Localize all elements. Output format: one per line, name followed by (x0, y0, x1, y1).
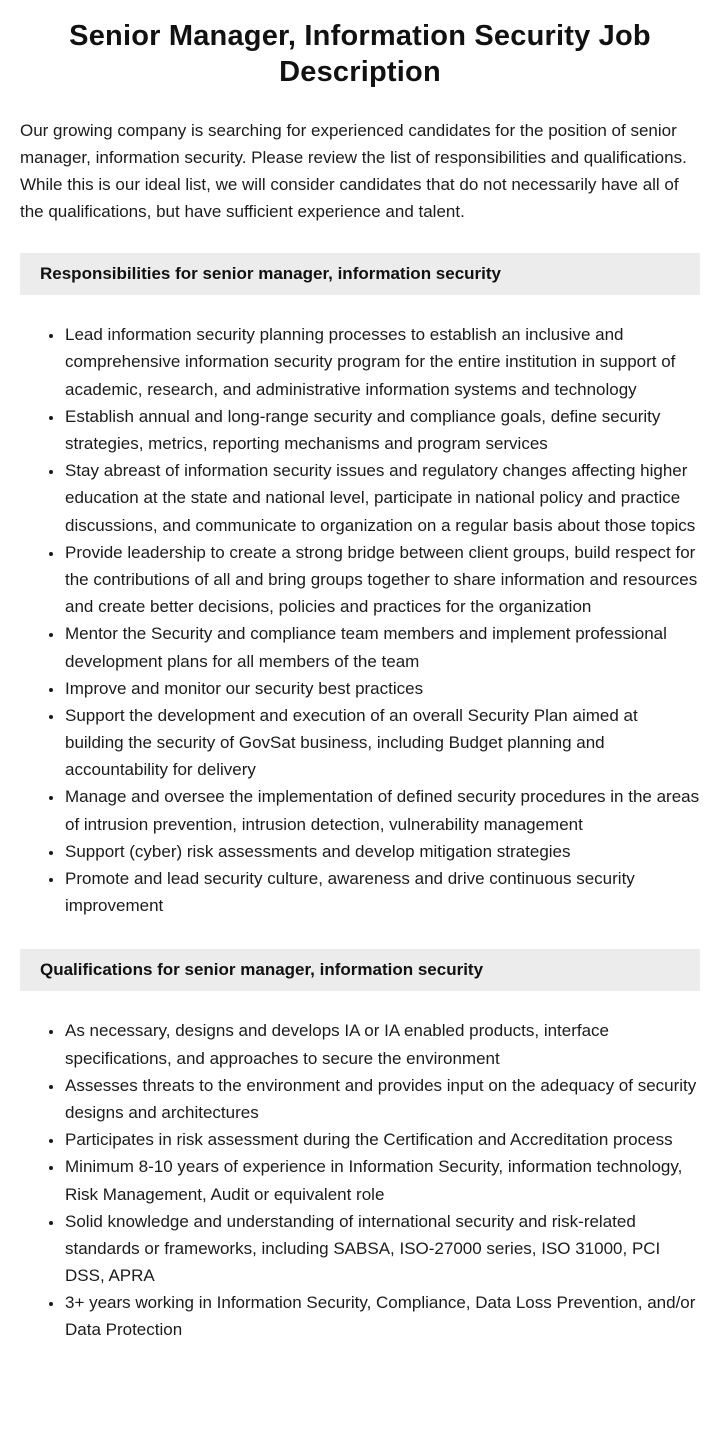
list-item: • Stay abreast of information security issues and regulatory changes affecting higher education at the state and national level, participate in national policy and practice discussions, and communicate to organization on a regular basis about those topics (64, 457, 700, 539)
list-item: • As necessary, designs and develops IA or IA enabled products, interface specifications, and approaches to secure the environment (64, 1017, 700, 1071)
list-item: • Lead information security planning processes to establish an inclusive and comprehensive information security program for the entire institution in support of academic, research, and administrative information systems and technology (64, 321, 700, 403)
list-item: • Support (cyber) risk assessments and develop mitigation strategies (64, 838, 700, 865)
qualifications-heading: Qualifications for senior manager, information security (20, 949, 700, 991)
list-item: • Mentor the Security and compliance team members and implement professional development plans for all members of the team (64, 620, 700, 674)
responsibilities-heading: Responsibilities for senior manager, information security (20, 253, 700, 295)
qualifications-list (20, 1017, 700, 1343)
responsibilities-list (20, 321, 700, 919)
list-item: • Provide leadership to create a strong bridge between client groups, build respect for the contributions of all and bring groups together to share information and resources and create better decisions, policies and practices for the organization (64, 539, 700, 621)
responsibilities-section (20, 253, 700, 919)
qualifications-section (20, 949, 700, 1343)
list-item: • Assesses threats to the environment and provides input on the adequacy of security designs and architectures (64, 1072, 700, 1126)
intro-paragraph: Our growing company is searching for experienced candidates for the position of senior manager, information security. Please review the list of responsibilities and qualifications. While this is our ideal list, we will consider candidates that do not necessarily have all of the qualifications, but have sufficient experience and talent. (20, 120, 687, 222)
list-item: • Promote and lead security culture, awareness and drive continuous security improvement (64, 865, 700, 919)
list-item: • Participates in risk assessment during the Certification and Accreditation process (64, 1126, 700, 1153)
list-item: • Manage and oversee the implementation of defined security procedures in the areas of intrusion prevention, intrusion detection, vulnerability management (64, 783, 700, 837)
list-item: • Establish annual and long-range security and compliance goals, define security strategies, metrics, reporting mechanisms and program services (64, 403, 700, 457)
list-item: • 3+ years working in Information Security, Compliance, Data Loss Prevention, and/or Data Protection (64, 1289, 700, 1343)
page-title: Senior Manager, Information Security Job Description (69, 20, 651, 89)
list-item: • Solid knowledge and understanding of international security and risk-related standards or frameworks, including SABSA, ISO-27000 series, ISO 31000, PCI DSS, APRA (64, 1208, 700, 1290)
list-item: • Support the development and execution of an overall Security Plan aimed at building the security of GovSat business, including Budget planning and accountability for delivery (64, 702, 700, 784)
list-item: • Minimum 8-10 years of experience in Information Security, information technology, Risk Management, Audit or equivalent role (64, 1153, 700, 1207)
list-item: • Improve and monitor our security best practices (64, 675, 700, 702)
